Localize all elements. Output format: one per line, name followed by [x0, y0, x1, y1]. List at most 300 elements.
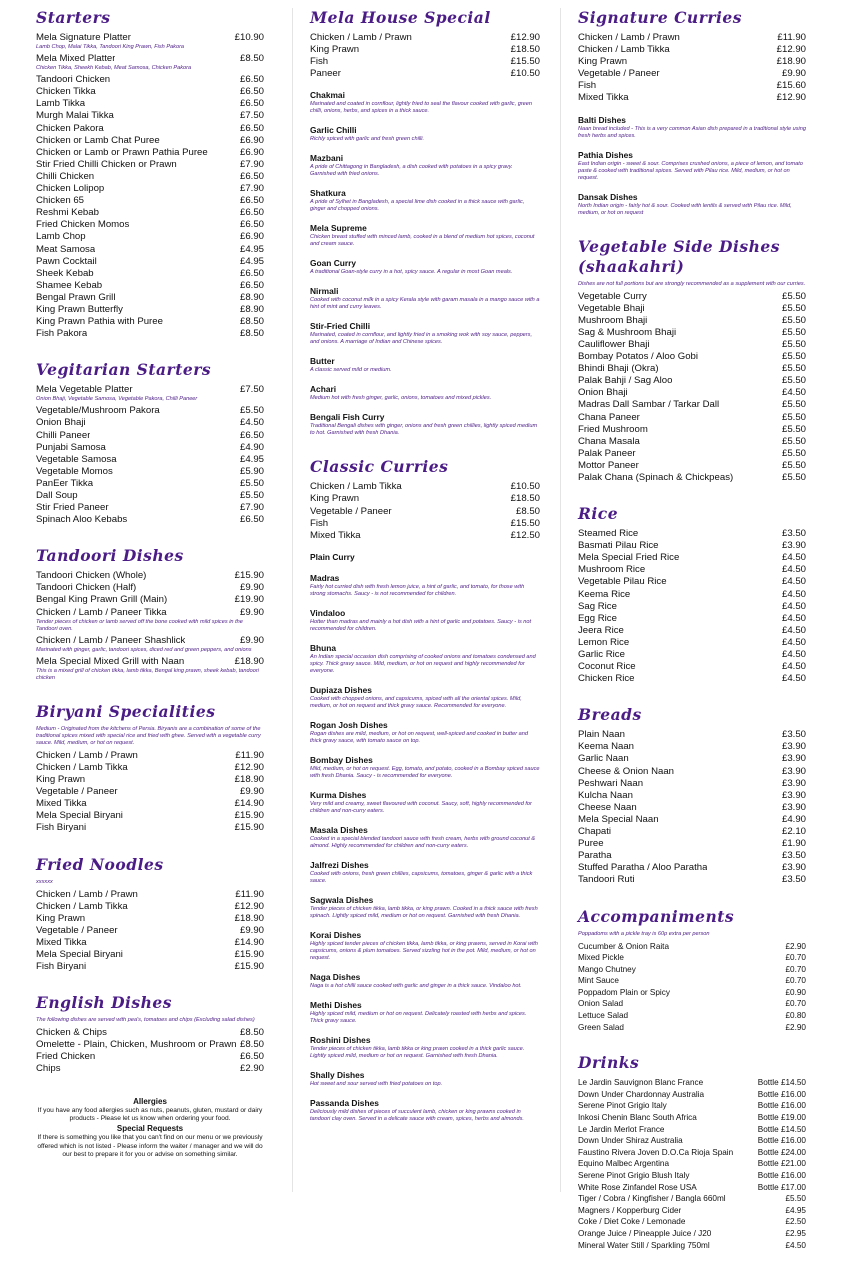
item-name: Omelette - Plain, Chicken, Mushroom or Prawn — [36, 1039, 236, 1051]
item-price: £9.90 — [239, 582, 264, 594]
dish-description: Deliciously mild dishes of pieces of succulent lamb, chicken or king prawns cooked in tandoori clay oven. Served in a delicate sauce with cream, spices, herbs and almonds. — [310, 1108, 524, 1122]
item-name: Lemon Rice — [578, 636, 630, 648]
item-price: £4.50 — [781, 552, 806, 564]
item-price: £8.50 — [239, 1039, 264, 1051]
dish-entry — [310, 125, 540, 143]
dish-entry — [578, 192, 806, 217]
menu-item — [578, 1100, 806, 1112]
item-name: King Prawn — [36, 774, 86, 786]
dish-entry — [310, 286, 540, 311]
menu-item — [36, 280, 264, 292]
dish-list — [578, 115, 806, 217]
item-name: Mint Sauce — [578, 976, 619, 986]
menu-item — [578, 613, 806, 625]
dish-entry — [310, 643, 540, 675]
dish-name: Passanda Dishes — [310, 1097, 379, 1108]
dish-name: Korai Dishes — [310, 929, 362, 940]
item-price: £4.50 — [781, 612, 806, 624]
menu-item — [36, 384, 264, 396]
menu-item — [310, 56, 540, 68]
item-description: Onion Bhaji, Vegetable Samosa, Vegetable Pakora, Chilli Paneer — [36, 396, 198, 403]
item-price: £10.50 — [510, 68, 540, 80]
dish-entry — [310, 552, 540, 563]
item-price: £6.50 — [239, 207, 264, 219]
dish-name: Garlic Chilli — [310, 125, 357, 136]
menu-item — [36, 889, 264, 901]
dish-list — [310, 90, 540, 437]
item-name: King Prawn Pathia with Puree — [36, 316, 163, 328]
item-price: £4.50 — [781, 636, 806, 648]
dish-entry — [310, 608, 540, 633]
item-price: £4.95 — [239, 243, 264, 255]
menu-item — [578, 424, 806, 436]
menu-item — [36, 292, 264, 304]
item-name: Chicken / Lamb / Paneer Shashlick — [36, 634, 186, 646]
menu-item — [578, 1077, 806, 1089]
menu-item — [36, 53, 264, 65]
item-name: Jeera Rice — [578, 624, 624, 636]
menu-item — [578, 729, 806, 741]
item-price: £9.90 — [239, 606, 264, 618]
item-price: £0.80 — [785, 1011, 806, 1021]
item-name: Chicken Tikka — [36, 86, 96, 98]
item-description: Chicken Tikka, Sheekh Kebab, Meat Samosa, Chicken Pakora — [36, 65, 192, 72]
item-price: Bottle £16.00 — [757, 1171, 806, 1180]
item-price: £4.50 — [781, 564, 806, 576]
dish-description: A pride of Chittagong in Bangladesh, a dish cooked with potatoes in a spicy gravy. Garnished with fried onions. — [310, 164, 513, 178]
menu-section — [36, 360, 264, 526]
item-name: Chilli Paneer — [36, 429, 91, 441]
dish-description: Very mild and creamy, sweet flavoured with coconut. Saucy, soft, highly recommended for children and non-curry eaters. — [310, 800, 532, 814]
item-price: £2.90 — [239, 1063, 264, 1075]
dish-name: Rogan Josh Dishes — [310, 719, 388, 730]
item-price: £4.50 — [781, 673, 806, 685]
item-price: £3.90 — [781, 540, 806, 552]
dish-description: North Indian origin - fairly hot & sour. Cooked with lentils & served with Pilau rice. Mild, medium, or hot on request — [578, 202, 792, 216]
item-price: £5.50 — [781, 338, 806, 350]
item-name: Chicken Pakora — [36, 122, 104, 134]
menu-item — [578, 436, 806, 448]
dish-description: Fairly hot curried dish with fresh lemon juice, a hint of garlic, and tomato, for those with strong stomachs. Saucy - is not recommended for children. — [310, 583, 525, 597]
item-price: £14.90 — [234, 798, 264, 810]
menu-item — [578, 339, 806, 351]
menu-item — [36, 256, 264, 268]
menu-item — [36, 405, 264, 417]
item-price: £5.50 — [239, 477, 264, 489]
menu-item — [578, 375, 806, 387]
allergies-text: If you have any food allergies such as nuts, peanuts, gluten, mustard or dairy products - Please let us know when ordering your food. — [37, 1106, 263, 1122]
menu-item — [578, 1205, 806, 1217]
item-name: Basmati Pilau Rice — [578, 540, 659, 552]
item-price: £5.50 — [781, 423, 806, 435]
dish-name: Vindaloo — [310, 607, 346, 618]
classic-curries-section — [310, 457, 540, 1122]
dish-entry — [310, 930, 540, 962]
dish-entry — [310, 685, 540, 710]
dish-name: Roshini Dishes — [310, 1034, 371, 1045]
item-name: Stir Fried Paneer — [36, 502, 109, 514]
menu-item — [310, 530, 540, 542]
menu-item — [36, 901, 264, 913]
item-price: £6.50 — [239, 279, 264, 291]
item-price: £6.50 — [239, 74, 264, 86]
item-name: Garlic Rice — [578, 649, 625, 660]
menu-item — [36, 514, 264, 526]
menu-item — [36, 454, 264, 466]
item-name: Chana Paneer — [578, 411, 640, 423]
item-price: £15.90 — [234, 961, 264, 973]
section-title: Vegitarian Starters — [36, 360, 212, 380]
item-price: £8.90 — [239, 303, 264, 315]
item-price: Bottle £24.00 — [757, 1147, 806, 1157]
item-price: £15.90 — [234, 948, 264, 960]
item-price: £8.50 — [239, 53, 264, 65]
item-price: £12.90 — [776, 44, 806, 56]
dish-entry — [310, 790, 540, 815]
left-column-sections — [36, 8, 264, 1076]
item-name: Mela Special Biryani — [36, 810, 123, 822]
dish-description: An Indian special occasion dish comprising of cooked onions and tomatoes condensed and spicy. Thick gravy sauce. Mild, medium, or hot on request and highly recommended for everyone. — [310, 653, 536, 674]
item-name: Vegetable/Mushroom Pakora — [36, 405, 160, 417]
item-name: Chicken / Lamb Tikka — [36, 900, 128, 912]
menu-item — [578, 941, 806, 953]
item-name: Vegetable / Paneer — [310, 505, 392, 517]
item-price: £6.50 — [239, 195, 264, 207]
item-price: £4.50 — [785, 1240, 806, 1250]
dish-description: A pride of Sylhet in Bangladesh, a special lime dish cooked in a thick sauce with garlic, ginger and chopped onions. — [310, 199, 525, 213]
dish-name: Nirmali — [310, 286, 339, 297]
menu-item — [36, 798, 264, 810]
menu-item — [578, 1010, 806, 1022]
item-price: £4.95 — [785, 1205, 806, 1215]
section-title: Mela House Special — [310, 8, 491, 27]
menu-section — [36, 993, 264, 1075]
dish-entry — [310, 1000, 540, 1025]
dish-description: Traditional Bengali dishes with ginger, onions and fresh green chillies, lightly spiced medium to hot. Garnished with fresh Dhania. — [310, 423, 538, 437]
item-name: Mela Special Fried Rice — [578, 552, 680, 564]
menu-item — [36, 961, 264, 973]
item-name: King Prawn — [310, 44, 360, 56]
item-price: £5.50 — [781, 290, 806, 302]
item-name: Cauliflower Bhaji — [578, 338, 650, 350]
menu-item — [36, 110, 264, 122]
item-price: £9.90 — [781, 68, 806, 80]
menu-item — [578, 1089, 806, 1101]
item-price: Bottle £14.50 — [757, 1078, 806, 1088]
menu-item — [578, 1135, 806, 1147]
item-price: £2.90 — [785, 941, 806, 951]
dish-description: Cooked in a special blended tandoori sauce with fresh cream, herbs with ground coconut & almond. Highly recommended for children and non-curry eaters. — [310, 835, 536, 849]
item-price: £5.50 — [781, 326, 806, 338]
menu-item — [36, 417, 264, 429]
dish-description: Richly spiced with garlic and fresh green chilli. — [310, 136, 425, 143]
item-name: Chicken / Lamb / Paneer Tikka — [36, 606, 167, 618]
item-name: Vegetable / Paneer — [36, 786, 118, 798]
dish-entry — [310, 356, 540, 374]
dish-name: Sagwala Dishes — [310, 894, 374, 905]
menu-item — [578, 303, 806, 315]
dish-entry — [310, 90, 540, 115]
item-price: £6.50 — [239, 86, 264, 98]
item-price: £0.90 — [785, 987, 806, 997]
item-price: £0.70 — [785, 953, 806, 963]
item-price: £4.50 — [781, 649, 806, 660]
menu-item — [36, 159, 264, 171]
dish-list — [310, 552, 540, 1123]
menu-item — [578, 778, 806, 790]
menu-item — [36, 502, 264, 514]
menu-item — [578, 850, 806, 862]
item-price: £5.50 — [781, 435, 806, 447]
menu-item — [578, 552, 806, 564]
item-price: £11.90 — [235, 888, 264, 900]
dish-description: Cooked with chopped onions, and capsicums, spiced with all the oriental spices. Mild, medium, or hot on request and thick gravy sauce. Recommended for everyone. — [310, 695, 522, 709]
item-name: Chicken / Lamb Tikka — [36, 761, 128, 773]
item-name: Sag Rice — [578, 600, 617, 612]
menu-item — [36, 937, 264, 949]
menu-item — [36, 949, 264, 961]
item-price: £6.50 — [239, 122, 264, 134]
item-price: £15.90 — [234, 810, 264, 822]
item-price: £14.90 — [234, 936, 264, 948]
item-name: Chicken Lolipop — [36, 183, 105, 195]
menu-item — [578, 826, 806, 838]
item-name: Punjabi Samosa — [36, 441, 106, 453]
item-price: £2.95 — [785, 1228, 806, 1238]
item-name: Palak Chana (Spinach & Chickpeas) — [578, 471, 734, 483]
item-name: Mixed Tikka — [36, 798, 87, 810]
dish-description: Highly spiced tender pieces of chicken tikka, lamb tikka, or king prawns, served in Korai with capsicums, onions & plum tomatoes. Served sizzling hot in the pot. Mild, medium, or hot on request. — [310, 940, 538, 961]
dish-name: Methi Dishes — [310, 999, 362, 1010]
item-price: £12.90 — [776, 92, 806, 104]
menu-item — [578, 327, 806, 339]
item-description: Tender pieces of chicken or lamb served off the bone cooked with mild spices in the Tandoori oven. — [36, 618, 243, 632]
dish-description: Naan bread included - This is a very common Asian dish prepared in a traditional style using fresh herbs and spices. — [578, 125, 807, 139]
item-price: £2.10 — [781, 826, 806, 838]
item-price: £18.90 — [234, 774, 264, 786]
item-description: Marinated with ginger, garlic, tandoori spices, diced red and green peppers, and onions — [36, 646, 252, 653]
menu-item — [36, 913, 264, 925]
dish-description: Tender pieces of chicken tikka, lamb tikka, or king prawn. Cooked in a thick sauce with fresh spinach. Lightly spiced mild, medium or hot on request. Garnished with fresh Dhania. — [310, 905, 538, 919]
menu-item — [36, 32, 264, 44]
menu-item — [578, 1240, 806, 1252]
item-price: £18.90 — [234, 655, 264, 667]
menu-item — [578, 814, 806, 826]
item-price: £6.50 — [239, 429, 264, 441]
item-price: £5.50 — [781, 447, 806, 459]
item-name: Chips — [36, 1063, 61, 1075]
item-name: Fish — [310, 517, 329, 529]
item-price: £4.50 — [781, 576, 806, 588]
item-price: £4.50 — [239, 417, 264, 429]
item-name: Steamed Rice — [578, 528, 639, 540]
menu-item — [578, 68, 806, 80]
item-name: Sheek Kebab — [36, 267, 94, 279]
menu-item — [36, 328, 264, 340]
item-price: £6.50 — [239, 1051, 264, 1063]
dish-description: Hotter than madras and mainly a hot dish with a hint of garlic and potatoes. Saucy - is not recommended for children. — [310, 618, 532, 632]
item-price: £3.90 — [781, 753, 806, 765]
item-name: Bhindi Bhaji (Okra) — [578, 363, 659, 375]
menu-item — [578, 637, 806, 649]
mela-house-section — [310, 8, 540, 437]
menu-item — [578, 56, 806, 68]
menu-item — [36, 171, 264, 183]
price-list — [578, 729, 806, 886]
item-price: £15.90 — [234, 570, 264, 582]
item-price: £19.90 — [234, 594, 264, 606]
menu-item — [310, 493, 540, 505]
item-name: Onion Salad — [578, 999, 624, 1009]
menu-item — [578, 964, 806, 976]
dish-entry — [310, 153, 540, 178]
item-name: Fried Chicken Momos — [36, 219, 130, 231]
menu-item — [310, 518, 540, 530]
menu-item — [578, 363, 806, 375]
dish-description: A classic served mild or medium. — [310, 367, 392, 374]
menu-item — [36, 430, 264, 442]
menu-item — [578, 802, 806, 814]
menu-item — [36, 316, 264, 328]
menu-item — [36, 442, 264, 454]
menu-item — [578, 540, 806, 552]
menu-item — [578, 987, 806, 999]
item-name: Lamb Tikka — [36, 98, 86, 110]
dish-description: Marinated, coated in cornflour, and lightly fried in a smoking wok with soy sauce, peppers, and onions. A marriage of Indian and Chinese spices. — [310, 332, 533, 346]
menu-item — [578, 291, 806, 303]
dish-name: Shally Dishes — [310, 1069, 365, 1080]
menu-item — [578, 790, 806, 802]
section-note: Medium - Originated from the kitchens of Persia. Biryanis are a combination of some of the traditional spices mixed with special rice and fried with ghee. Served with a vegetable curry sauce. Mild, medium, or hot on request. — [36, 725, 261, 746]
item-price: £7.90 — [239, 502, 264, 514]
item-name: Mango Chutney — [578, 964, 636, 974]
item-name: Egg Rice — [578, 612, 617, 624]
item-price: £8.50 — [515, 505, 540, 517]
menu-item — [578, 472, 806, 484]
menu-item — [578, 1182, 806, 1194]
menu-item — [578, 528, 806, 540]
item-price: £5.50 — [239, 405, 264, 417]
dish-entry — [310, 1098, 540, 1123]
section-title: Tandoori Dishes — [36, 546, 184, 566]
menu-item — [578, 387, 806, 399]
menu-item — [578, 448, 806, 460]
item-name: Fried Chicken — [36, 1051, 96, 1063]
item-name: Chicken / Lamb Tikka — [310, 481, 402, 493]
dish-entry — [310, 258, 540, 276]
item-price: £5.90 — [239, 465, 264, 477]
menu-section — [36, 855, 264, 974]
dish-entry — [310, 825, 540, 850]
item-price: £4.50 — [781, 387, 806, 399]
item-price: £8.90 — [239, 291, 264, 303]
item-name: Mushroom Rice — [578, 564, 646, 576]
dish-name: Jalfrezi Dishes — [310, 859, 369, 870]
item-name: Chana Masala — [578, 435, 640, 447]
item-price: £0.70 — [785, 964, 806, 974]
price-list — [310, 32, 540, 80]
menu-item — [578, 952, 806, 964]
dish-description: Naga is a hot chilli sauce cooked with garlic and ginger in a thick sauce. Vindaloo hot. — [310, 982, 522, 989]
menu-item — [578, 753, 806, 765]
item-name: Bombay Potatos / Aloo Gobi — [578, 351, 698, 363]
menu-item — [36, 762, 264, 774]
item-price: £6.90 — [239, 146, 264, 158]
item-name: Onion Bhaji — [36, 417, 86, 429]
item-price: £9.90 — [239, 634, 264, 646]
item-name: Mixed Tikka — [310, 529, 361, 541]
item-price: £5.50 — [781, 302, 806, 314]
menu-item — [36, 656, 264, 668]
item-name: Paneer — [310, 68, 341, 80]
menu-item — [36, 207, 264, 219]
item-name: Onion Bhaji — [578, 387, 628, 399]
item-price: £3.90 — [781, 741, 806, 753]
dish-description: Cooked with coconut milk in a spicy Kerala style with garam masala in a mango sauce with a hint of mint and curry leaves. — [310, 297, 540, 311]
menu-item — [36, 135, 264, 147]
item-name: Sag & Mushroom Bhaji — [578, 326, 677, 338]
item-name: Vegetable / Paneer — [36, 924, 118, 936]
menu-item — [36, 490, 264, 502]
price-list — [578, 291, 806, 485]
item-name: Lettuce Salad — [578, 1011, 629, 1021]
dish-entry — [310, 972, 540, 990]
item-price: Bottle £16.00 — [757, 1089, 806, 1099]
menu-item — [36, 635, 264, 647]
item-price: £5.50 — [781, 314, 806, 326]
dish-description: Tender pieces of chicken tikka, lamb tikka or king prawn cooked in a thick garlic sauce. Lightly spiced mild, medium or hot on request. Garnished with fresh Dhania. — [310, 1045, 525, 1059]
item-name: Keema Naan — [578, 741, 634, 753]
section-title: Breads — [578, 705, 642, 725]
breads-section — [578, 705, 806, 886]
dish-description: East Indian origin - sweet & sour. Comprises crushed onions, a piece of lemon, and tomato paste & cooked with traditional spices. Served with Pilau rice. Mild, medium, or hot on request. — [578, 160, 803, 181]
item-name: Mela Special Naan — [578, 813, 659, 825]
item-price: £7.90 — [239, 158, 264, 170]
menu-item — [578, 1124, 806, 1136]
item-name: Mixed Tikka — [36, 936, 87, 948]
item-name: Vegetable / Paneer — [578, 68, 660, 80]
item-name: Stir Fried Chilli Chicken or Prawn — [36, 158, 177, 170]
veg-side-section — [578, 237, 806, 485]
dish-description: Highly spiced mild, medium or hot on request. Delicately roasted with herbs and spices. Thick gravy sauce. — [310, 1010, 527, 1024]
dish-entry — [310, 860, 540, 885]
dish-description: Cooked with onions, fresh green chillies, capsicums, tomatoes, ginger & garlic with a thick sauce. — [310, 870, 533, 884]
dish-name: Dupiaza Dishes — [310, 684, 372, 695]
item-name: Cheese & Onion Naan — [578, 765, 674, 777]
section-note: xxxxxx — [36, 878, 53, 885]
item-name: Garlic Naan — [578, 753, 629, 765]
item-name: Fish Pakora — [36, 328, 88, 340]
item-name: Kulcha Naan — [578, 789, 633, 801]
item-name: King Prawn — [36, 912, 86, 924]
item-price: £1.90 — [781, 838, 806, 850]
item-price: £9.90 — [239, 786, 264, 798]
item-name: Chicken or Lamb or Prawn Pathia Puree — [36, 146, 208, 158]
menu-item — [36, 570, 264, 582]
menu-item — [578, 589, 806, 601]
section-title: Signature Curries — [578, 8, 742, 27]
item-price: £12.50 — [510, 529, 540, 541]
menu-item — [578, 315, 806, 327]
menu-item — [578, 80, 806, 92]
menu-item — [578, 92, 806, 104]
item-name: Cucumber & Onion Raita — [578, 941, 670, 951]
item-price: £3.50 — [781, 729, 806, 741]
item-name: Pawn Cocktail — [36, 255, 97, 267]
menu-item — [36, 219, 264, 231]
item-name: Poppadom Plain or Spicy — [578, 987, 670, 997]
item-price: £15.50 — [510, 56, 540, 68]
